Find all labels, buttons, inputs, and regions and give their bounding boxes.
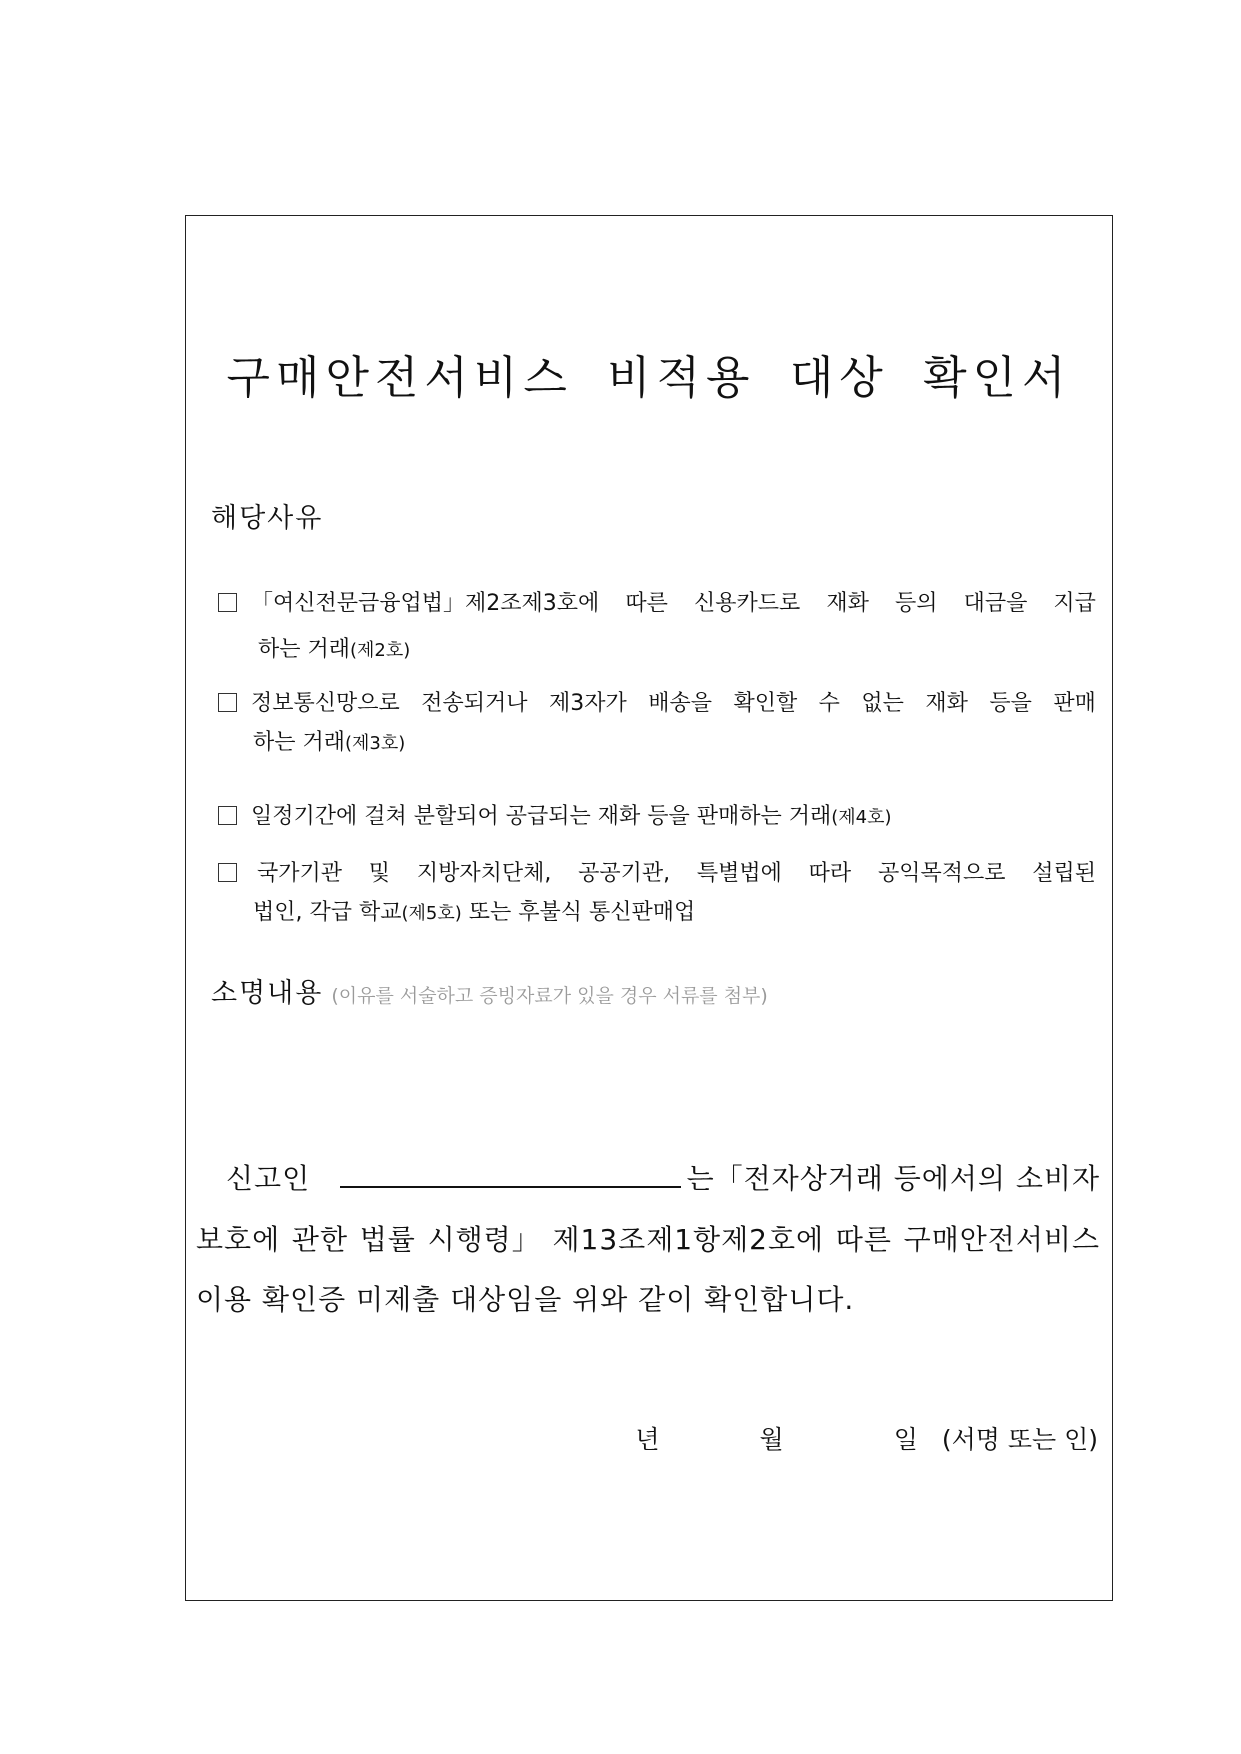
declaration-line1-tail: 는「전자상거래 등에서의 소비자 bbox=[686, 1162, 1100, 1195]
word: 제13조제1항제2호에 bbox=[552, 1223, 825, 1256]
reason-1-line1 bbox=[251, 578, 1096, 630]
reporter-name-field[interactable] bbox=[340, 1156, 680, 1188]
explain-hint: (이유를 서술하고 증빙자료가 있을 경우 서류를 첨부) bbox=[331, 985, 768, 1007]
explain-section-heading bbox=[211, 971, 768, 1010]
reason-item-4 bbox=[218, 848, 1096, 927]
reason-1-checkbox[interactable] bbox=[218, 593, 237, 612]
reason-item-2 bbox=[218, 678, 1096, 757]
word: 지급 bbox=[1053, 591, 1096, 616]
word: 등을 bbox=[989, 691, 1032, 716]
word: 시행령」 bbox=[427, 1223, 541, 1256]
reason-1-line2 bbox=[218, 630, 1096, 671]
reason-4-line2a: 법인, 각급 학교 bbox=[253, 900, 402, 925]
month-label: 월 bbox=[759, 1425, 784, 1454]
word: 설립된 bbox=[1032, 861, 1096, 886]
word: 대금을 bbox=[963, 591, 1028, 616]
reporter-label: 신고인 bbox=[226, 1162, 311, 1195]
reason-item-1 bbox=[218, 578, 1096, 671]
declaration-line-2 bbox=[196, 1218, 1100, 1258]
reason-4-line2 bbox=[218, 900, 1096, 927]
word: 수 bbox=[818, 691, 840, 716]
reason-4-line1 bbox=[251, 848, 1096, 900]
word: 구매안전서비스 bbox=[903, 1223, 1100, 1256]
reason-2-line1 bbox=[251, 678, 1096, 730]
word: 특별법에 bbox=[696, 861, 782, 886]
word: 법률 bbox=[359, 1223, 416, 1256]
word: 따른 bbox=[625, 591, 668, 616]
word: 없는 bbox=[861, 691, 904, 716]
word: 지방자치단체, bbox=[416, 861, 552, 886]
reason-2-note: (제3호) bbox=[345, 733, 406, 754]
reason-3-note: (제4호) bbox=[831, 807, 892, 828]
word: 재화 bbox=[925, 691, 968, 716]
word: 제3자가 bbox=[548, 691, 627, 716]
word: 재화 bbox=[826, 591, 869, 616]
reason-2-checkbox[interactable] bbox=[218, 693, 237, 712]
signature-label[interactable]: (서명 또는 인) bbox=[941, 1425, 1098, 1454]
year-label: 년 bbox=[635, 1425, 660, 1454]
word: 배송을 bbox=[648, 691, 712, 716]
word: 및 bbox=[368, 861, 391, 886]
reason-3-line1 bbox=[251, 791, 892, 844]
word: 「여신전문금융업법」제2조제3호에 bbox=[251, 591, 600, 616]
word: 확인할 bbox=[733, 691, 798, 716]
reason-1-line2-text: 하는 거래 bbox=[258, 637, 351, 662]
reason-4-checkbox[interactable] bbox=[218, 863, 237, 882]
reason-2-line2 bbox=[218, 730, 1096, 757]
reason-1-note: (제2호) bbox=[350, 640, 411, 661]
form-frame bbox=[185, 215, 1113, 1601]
word: 등의 bbox=[894, 591, 938, 616]
reason-2-line2-text: 하는 거래 bbox=[253, 730, 346, 755]
reason-4-line2b: 또는 후불식 통신판매업 bbox=[461, 900, 696, 925]
word: 공익목적으로 bbox=[877, 861, 1006, 886]
reason-item-3 bbox=[218, 791, 1096, 844]
word: 관한 bbox=[291, 1223, 348, 1256]
word: 신용카드로 bbox=[693, 591, 801, 616]
word: 공공기관, bbox=[578, 861, 671, 886]
day-label: 일 bbox=[893, 1425, 918, 1454]
explain-heading-label: 소명내용 bbox=[211, 978, 324, 1009]
word: 국가기관 bbox=[257, 861, 343, 886]
reason-4-note: (제5호) bbox=[401, 903, 462, 924]
reason-3-checkbox[interactable] bbox=[218, 806, 237, 825]
word: 판매 bbox=[1053, 691, 1096, 716]
reason-section-heading bbox=[211, 496, 323, 535]
declaration-line-3: 이용 확인증 미제출 대상임을 위와 같이 확인합니다. bbox=[196, 1283, 855, 1316]
word: 따라 bbox=[808, 861, 852, 886]
word: 보호에 bbox=[196, 1223, 281, 1256]
word: 따른 bbox=[835, 1223, 892, 1256]
declaration-line-1 bbox=[226, 1156, 1100, 1197]
reason-3-text: 일정기간에 걸쳐 분할되어 공급되는 재화 등을 판매하는 거래 bbox=[251, 804, 832, 829]
signature-date-row bbox=[635, 1420, 1098, 1456]
reason-heading-label: 해당사유 bbox=[211, 503, 324, 534]
document-title: 구매안전서비스 비적용 대상 확인서 bbox=[226, 351, 1072, 404]
word: 전송되거나 bbox=[421, 691, 528, 716]
word: 정보통신망으로 bbox=[251, 691, 400, 716]
